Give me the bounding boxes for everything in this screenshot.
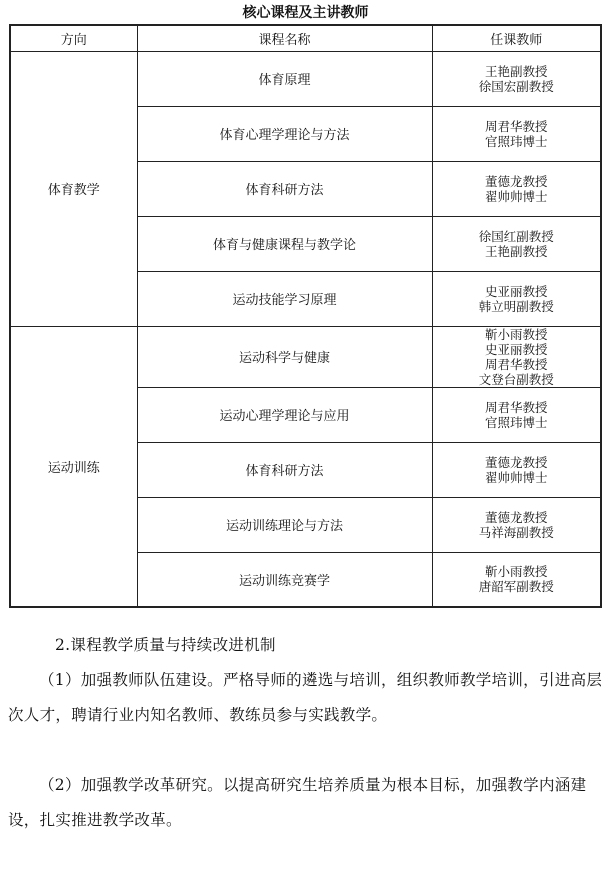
course-name-cell: 运动训练竞赛学 (137, 552, 432, 607)
table-header-row (10, 25, 601, 51)
teacher-list (433, 119, 601, 149)
teacher-name: 董德龙教授 (484, 173, 548, 189)
teacher-list (433, 400, 601, 430)
teacher-list (433, 327, 601, 387)
teacher-cell (432, 326, 601, 387)
paragraph: （2）加强教学改革研究。以提高研究生培养质量为根本目标，加强教学内涵建设，扎实推进教学改革。 (8, 776, 587, 829)
course-name-cell: 体育科研方法 (137, 161, 432, 216)
teacher-name: 王艳副教授 (484, 63, 548, 79)
teacher-name: 韩立明副教授 (478, 298, 554, 314)
teacher-name: 董德龙教授 (484, 454, 548, 470)
teacher-name: 文登台副教授 (478, 371, 554, 387)
teacher-cell (432, 442, 601, 497)
teacher-list (433, 510, 601, 540)
teacher-cell (432, 387, 601, 442)
table-row (10, 326, 601, 387)
teacher-list (433, 229, 601, 259)
course-name-cell: 体育与健康课程与教学论 (137, 216, 432, 271)
table-row (10, 51, 601, 106)
teacher-name: 马祥海副教授 (478, 524, 554, 540)
teacher-name: 徐国红副教授 (478, 228, 554, 244)
teacher-name: 周君华教授 (484, 118, 548, 134)
course-table (9, 24, 602, 608)
teacher-list (433, 284, 601, 314)
teacher-name: 官照玮博士 (484, 133, 548, 149)
teacher-cell (432, 216, 601, 271)
teacher-name: 唐韶军副教授 (478, 579, 554, 595)
teacher-cell (432, 271, 601, 326)
teacher-name: 翟帅帅博士 (484, 469, 548, 485)
teacher-name: 周君华教授 (484, 356, 548, 372)
teacher-cell (432, 497, 601, 552)
header-direction: 方向 (10, 25, 137, 51)
paragraph: （1）加强教师队伍建设。严格导师的遴选与培训，组织教师教学培训，引进高层次人才，聘请行业内知名教师、教练员参与实践教学。 (8, 671, 603, 724)
teacher-cell (432, 51, 601, 106)
course-name-cell: 体育原理 (137, 51, 432, 106)
header-course: 课程名称 (137, 25, 432, 51)
teacher-name: 周君华教授 (484, 399, 548, 415)
teacher-name: 翟帅帅博士 (484, 188, 548, 204)
teacher-name: 靳小雨教授 (484, 564, 548, 580)
teacher-name: 徐国宏副教授 (478, 78, 554, 94)
course-name-cell: 运动技能学习原理 (137, 271, 432, 326)
teacher-list (433, 455, 601, 485)
teacher-name: 靳小雨教授 (484, 326, 548, 342)
teacher-cell (432, 161, 601, 216)
direction-cell: 体育教学 (10, 51, 137, 326)
teacher-cell (432, 106, 601, 161)
teacher-name: 官照玮博士 (484, 414, 548, 430)
header-teacher: 任课教师 (432, 25, 601, 51)
course-name-cell: 体育科研方法 (137, 442, 432, 497)
teacher-name: 史亚丽教授 (484, 341, 548, 357)
teacher-list (433, 564, 601, 594)
course-name-cell: 运动训练理论与方法 (137, 497, 432, 552)
section-heading: 2.课程教学质量与持续改进机制 (55, 636, 276, 654)
course-name-cell: 运动科学与健康 (137, 326, 432, 387)
table-title: 核心课程及主讲教师 (242, 5, 369, 21)
teacher-name: 董德龙教授 (484, 509, 548, 525)
course-name-cell: 运动心理学理论与应用 (137, 387, 432, 442)
teacher-list (433, 64, 601, 94)
teacher-name: 王艳副教授 (484, 243, 548, 259)
teacher-list (433, 174, 601, 204)
teacher-name: 史亚丽教授 (484, 283, 548, 299)
course-name-cell: 体育心理学理论与方法 (137, 106, 432, 161)
teacher-cell (432, 552, 601, 607)
direction-cell: 运动训练 (10, 326, 137, 607)
